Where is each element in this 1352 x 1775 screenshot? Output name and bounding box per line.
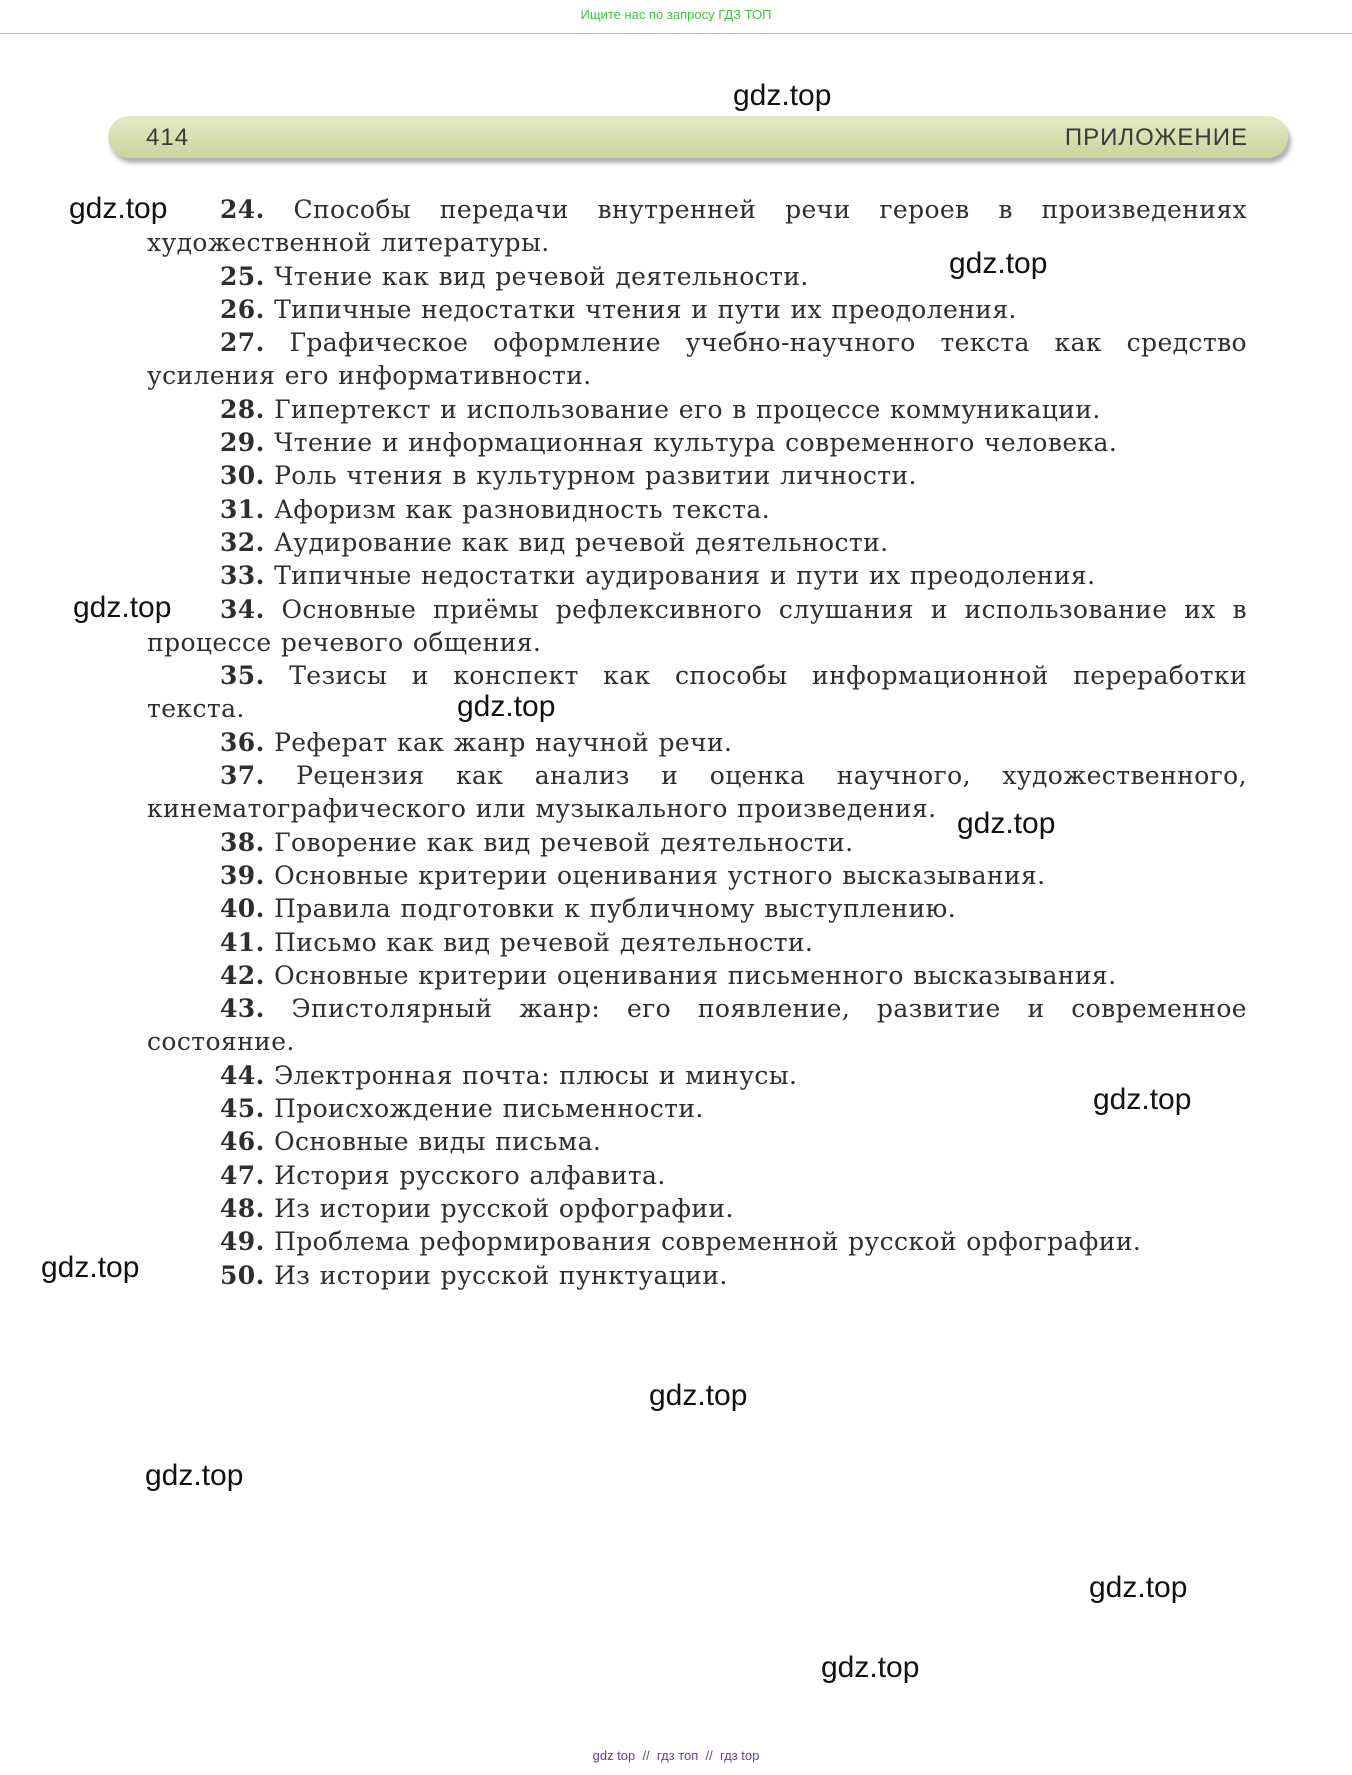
topic-number: 33. <box>220 561 265 591</box>
page-header-bar <box>108 116 1288 158</box>
topic-item <box>147 1225 1247 1258</box>
topic-item <box>147 493 1247 526</box>
topic-text: Гипертекст и использование его в процессе коммуникации. <box>274 394 1101 424</box>
topic-text: Роль чтения в культурном развитии личности. <box>274 461 917 491</box>
topic-number: 39. <box>220 860 265 890</box>
topic-text: Тезисы и конспект как способы информационной переработки текста. <box>147 661 1247 724</box>
top-banner <box>0 0 1352 34</box>
topic-item <box>147 526 1247 559</box>
topic-item <box>147 892 1247 925</box>
topic-number: 31. <box>220 494 265 524</box>
watermark: gdz.top <box>649 1379 748 1412</box>
topic-item <box>147 593 1247 660</box>
topic-number: 24. <box>220 195 265 224</box>
topic-item <box>147 826 1247 859</box>
footer-text: gdz top // гдз топ // гдз top <box>592 1748 760 1763</box>
topic-item <box>147 1259 1247 1292</box>
topics-list <box>147 193 1247 1292</box>
topic-item <box>147 393 1247 426</box>
topic-number: 48. <box>220 1193 265 1223</box>
topic-item <box>147 459 1247 492</box>
watermark: gdz.top <box>949 247 1048 280</box>
topic-number: 35. <box>220 661 265 691</box>
topic-item <box>147 326 1247 393</box>
watermark: gdz.top <box>145 1459 244 1492</box>
topic-text: Основные виды письма. <box>274 1127 602 1157</box>
topic-item <box>147 293 1247 326</box>
topic-item <box>147 559 1247 592</box>
topic-text: Аудирование как вид речевой деятельности. <box>274 527 889 557</box>
topic-text: Рецензия как анализ и оценка научного, художественного, кинематографического или музыкального произведения. <box>147 761 1247 824</box>
banner-text: Ищите нас по запросу ГДЗ ТОП <box>580 7 772 22</box>
topic-text: История русского алфавита. <box>274 1160 666 1190</box>
topic-text: Типичные недостатки аудирования и пути их преодоления. <box>274 561 1096 591</box>
topic-number: 30. <box>220 461 265 491</box>
topic-number: 37. <box>220 761 265 791</box>
topic-item <box>147 1159 1247 1192</box>
footer <box>0 1748 1352 1763</box>
topic-number: 45. <box>220 1094 265 1124</box>
topic-item <box>147 260 1247 293</box>
topic-number: 28. <box>220 394 265 424</box>
watermark: gdz.top <box>1089 1571 1188 1604</box>
watermark: gdz.top <box>41 1251 140 1284</box>
watermark: gdz.top <box>1093 1083 1192 1116</box>
topic-number: 41. <box>220 927 265 957</box>
topic-number: 47. <box>220 1160 265 1190</box>
topic-number: 32. <box>220 527 265 557</box>
topic-text: Происхождение письменности. <box>274 1094 704 1124</box>
topic-number: 38. <box>220 827 265 857</box>
topic-item <box>147 1092 1247 1125</box>
topic-item <box>147 759 1247 826</box>
topic-text: Правила подготовки к публичному выступлению. <box>274 894 957 924</box>
topic-text: Проблема реформирования современной русской орфографии. <box>274 1227 1142 1257</box>
topic-text: Типичные недостатки чтения и пути их преодоления. <box>274 294 1017 324</box>
topic-item <box>147 426 1247 459</box>
topic-number: 46. <box>220 1127 265 1157</box>
topic-number: 26. <box>220 294 265 324</box>
topic-text: Афоризм как разновидность текста. <box>274 494 771 524</box>
watermark: gdz.top <box>957 807 1056 840</box>
topic-item <box>147 992 1247 1059</box>
topic-number: 49. <box>220 1227 265 1257</box>
topic-number: 29. <box>220 428 265 458</box>
topic-text: Электронная почта: плюсы и минусы. <box>274 1060 798 1090</box>
topic-number: 40. <box>220 894 265 924</box>
topic-item <box>147 859 1247 892</box>
page-number: 414 <box>146 124 190 151</box>
watermark: gdz.top <box>457 690 556 723</box>
topic-text: Чтение и информационная культура современного человека. <box>274 428 1118 458</box>
topic-text: Основные приёмы рефлексивного слушания и использование их в процессе речевого общения. <box>147 594 1247 657</box>
topic-item <box>147 1059 1247 1092</box>
topic-number: 44. <box>220 1060 265 1090</box>
topic-text: Из истории русской орфографии. <box>274 1193 734 1223</box>
topic-number: 50. <box>220 1260 265 1290</box>
topic-number: 25. <box>220 261 265 291</box>
topic-text: Графическое оформление учебно-научного текста как средство усиления его информативности. <box>147 328 1247 391</box>
topic-number: 43. <box>220 994 265 1024</box>
topic-text: Основные критерии оценивания письменного высказывания. <box>274 960 1117 990</box>
topic-number: 42. <box>220 960 265 990</box>
watermark: gdz.top <box>73 591 172 624</box>
topic-text: Из истории русской пунктуации. <box>274 1260 728 1290</box>
topic-text: Письмо как вид речевой деятельности. <box>274 927 814 957</box>
watermark: gdz.top <box>733 79 832 112</box>
topic-text: Эпистолярный жанр: его появление, развитие и современное состояние. <box>147 994 1247 1057</box>
topic-text: Чтение как вид речевой деятельности. <box>274 261 809 291</box>
topic-number: 36. <box>220 727 265 757</box>
topic-item <box>147 1125 1247 1158</box>
topic-text: Реферат как жанр научной речи. <box>274 727 733 757</box>
watermark: gdz.top <box>69 192 168 225</box>
topic-item <box>147 926 1247 959</box>
topic-item <box>147 193 1247 260</box>
topic-item <box>147 659 1247 726</box>
topic-number: 27. <box>220 328 265 358</box>
topic-number: 34. <box>220 594 265 624</box>
topic-text: Способы передачи внутренней речи героев в произведениях художественной литературы. <box>147 195 1247 258</box>
topic-item <box>147 959 1247 992</box>
section-title: ПРИЛОЖЕНИЕ <box>1064 124 1248 151</box>
topic-text: Основные критерии оценивания устного высказывания. <box>274 860 1046 890</box>
topic-text: Говорение как вид речевой деятельности. <box>274 827 854 857</box>
watermark: gdz.top <box>821 1651 920 1684</box>
topic-item <box>147 726 1247 759</box>
topic-item <box>147 1192 1247 1225</box>
